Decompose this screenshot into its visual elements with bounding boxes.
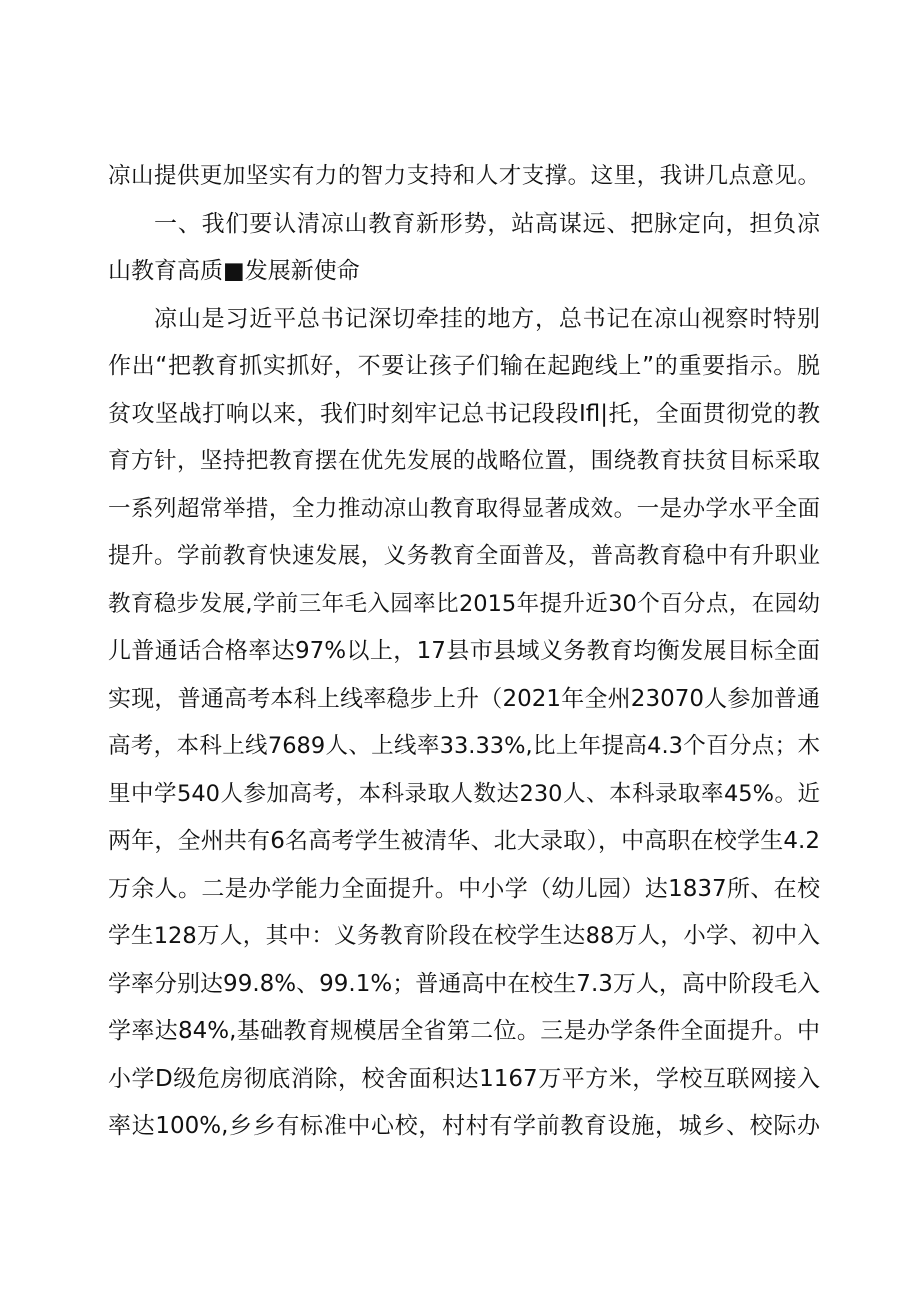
text-line: 小学D级危房彻底消除，校舍面积达1167万平方米，学校互联网接入	[108, 1065, 820, 1092]
text-line: 一系列超常举措，全力推动凉山教育取得显著成效。一是办学水平全面	[108, 495, 820, 522]
section-heading-line: 一、我们要认清凉山教育新形势，站高谋远、把脉定向，担负凉	[154, 210, 820, 237]
text-line: 学率分别达99.8%、99.1%；普通高中在校生7.3万人，高中阶段毛入	[108, 970, 820, 997]
text-line: 贫攻坚战打响以来，我们时刻牢记总书记段段Ifl|托，全面贯彻党的教	[108, 400, 820, 427]
text-line: 两年，全州共有6名高考学生被清华、北大录取），中高职在校学生4.2	[108, 828, 820, 854]
text-line: 率达100%,乡乡有标准中心校，村村有学前教育设施，城乡、校际办	[108, 1113, 820, 1139]
text-line: 学生128万人，其中：义务教育阶段在校学生达88万人，小学、初中入	[108, 923, 820, 949]
text-line: 学率达84%,基础教育规模居全省第二位。三是办学条件全面提升。中	[108, 1018, 820, 1044]
text-line: 凉山是习近平总书记深切牵挂的地方，总书记在凉山视察时特别	[154, 305, 820, 332]
text-line: 万余人。二是办学能力全面提升。中小学（幼儿园）达1837所、在校	[108, 875, 820, 902]
text-line: 教育稳步发展,学前三年毛入园率比2015年提升近30个百分点，在园幼	[108, 590, 820, 617]
text-line: 高考，本科上线7689人、上线率33.33%,比上年提高4.3个百分点；木	[108, 733, 820, 759]
text-line: 育方针，坚持把教育摆在优先发展的战略位置，围绕教育扶贫目标采取	[108, 448, 820, 474]
text-line: 实现，普通高考本科上线率稳步上升（2021年全州23070人参加普通	[108, 685, 820, 712]
document-body	[108, 153, 820, 1151]
text-line: 凉山提供更加坚实有力的智力支持和人才支撑。这里，我讲几点意见。	[108, 163, 820, 189]
text-line: 作出“把教育抓实抓好，不要让孩子们输在起跑线上”的重要指示。脱	[108, 353, 820, 379]
section-heading-line: 山教育高质■发展新使命	[108, 258, 360, 284]
text-line: 提升。学前教育快速发展，义务教育全面普及，普高教育稳中有升职业	[108, 543, 820, 569]
text-line: 儿普通话合格率达97%以上，17县市县域义务教育均衡发展目标全面	[108, 638, 820, 664]
text-line: 里中学540人参加高考，本科录取人数达230人、本科录取率45%。近	[108, 780, 820, 807]
